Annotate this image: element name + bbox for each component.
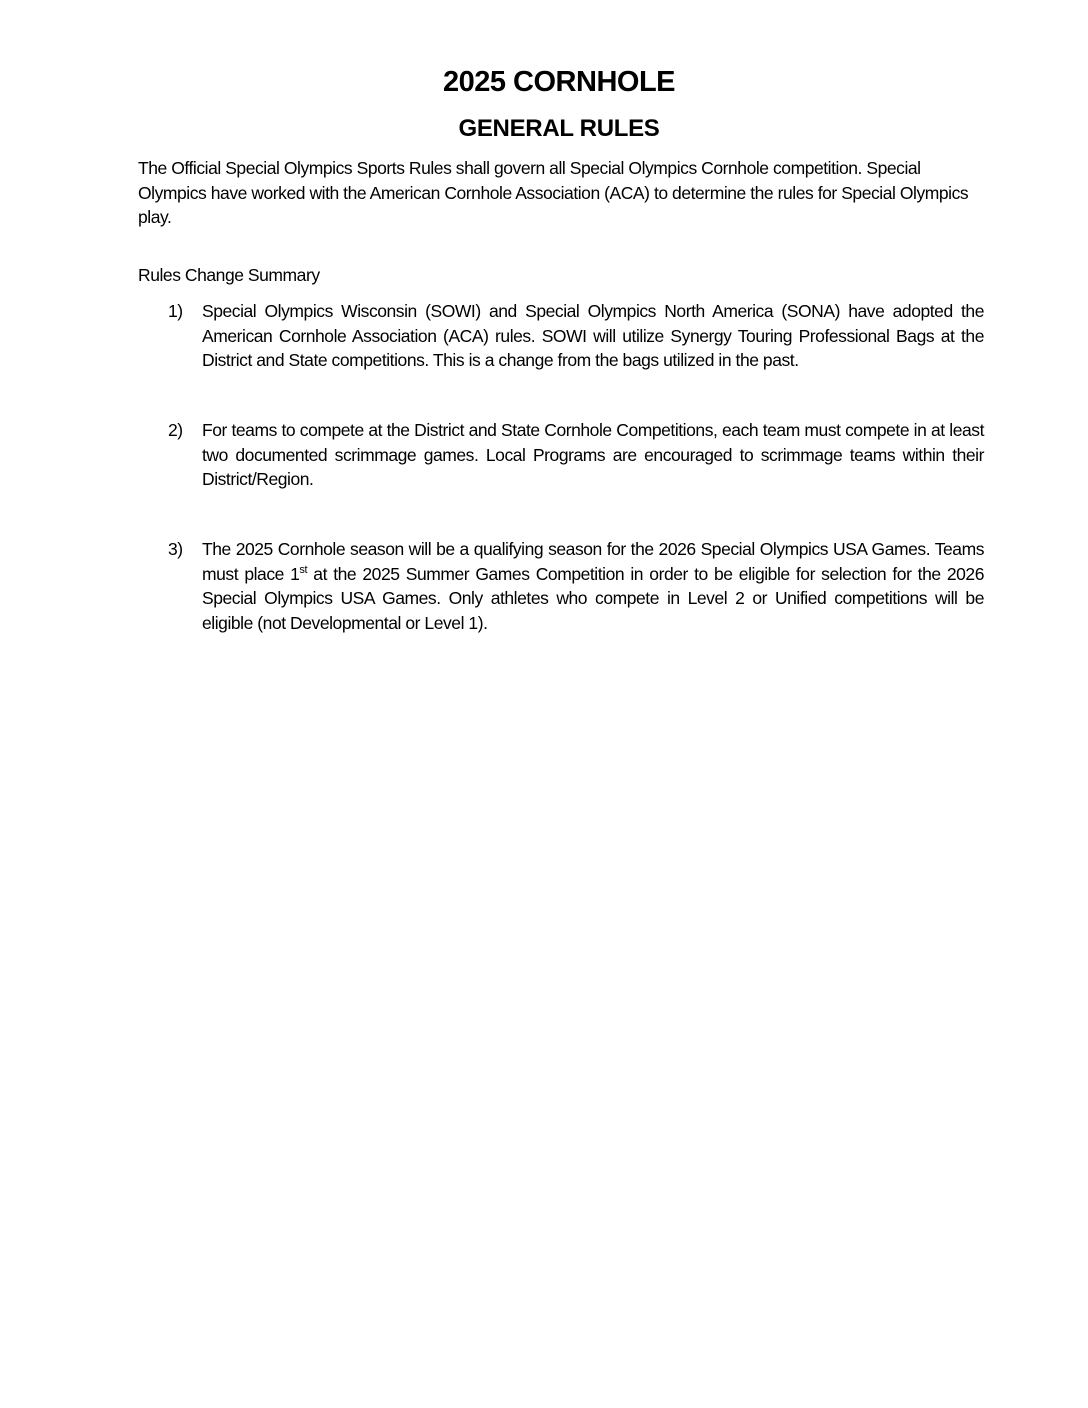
rule-text-part: at the 2025 Summer Games Competition in order to be eligible for selection for the 2026 Special Olympics USA Games. Only athletes who compete in Level 2 or Unified competitions will be eligible (not Developmental or Level 1).: [202, 563, 984, 633]
rule-text: [202, 537, 984, 635]
rule-item-3: [168, 537, 984, 635]
rule-number: 3): [168, 539, 183, 559]
rules-change-summary-heading: Rules Change Summary: [138, 265, 320, 285]
ordinal-suffix: st: [299, 563, 308, 576]
document-title: 2025 CORNHOLE: [442, 66, 675, 98]
rule-text: Special Olympics Wisconsin (SOWI) and Special Olympics North America (SONA) have adopted the American Cornhole Association (ACA) rules. SOWI will utilize Synergy Touring Professional Bags at the District and State competitions. This is a change from the bags utilized in the past.: [202, 301, 984, 370]
rule-item-1: [168, 299, 984, 373]
rule-text-part: The 2025 Cornhole season will be a qualifying season for the 2026 Special Olympics USA Games. Teams must place 1: [202, 539, 984, 584]
intro-paragraph: The Official Special Olympics Sports Rules shall govern all Special Olympics Cornhole competition. Special Olympics have worked with the American Cornhole Association (ACA) to determine the rules for Special Olympics play.: [138, 158, 969, 227]
rule-item-2: [168, 418, 984, 492]
rule-number: 2): [168, 420, 183, 440]
rule-number: 1): [168, 301, 183, 321]
rule-text: For teams to compete at the District and State Cornhole Competitions, each team must compete in at least two documented scrimmage games. Local Programs are encouraged to scrimmage teams within their District/Region.: [202, 420, 984, 489]
document-subtitle: GENERAL RULES: [458, 115, 660, 142]
